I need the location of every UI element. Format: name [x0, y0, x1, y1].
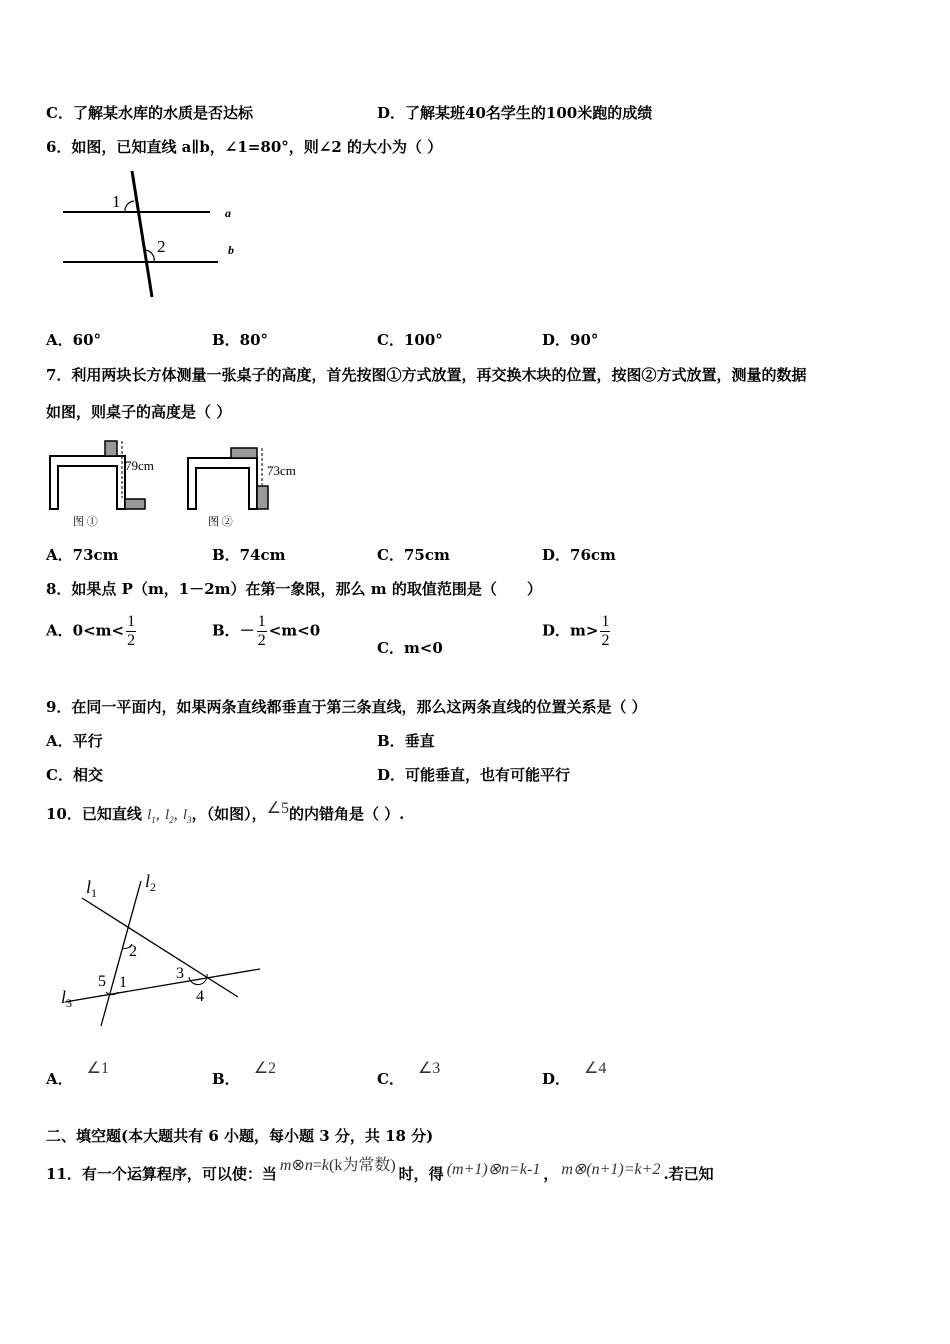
- q7-option-d: D．76cm: [542, 546, 616, 564]
- q10-fig-l1: $l_1$: [86, 877, 98, 900]
- q8-option-d: D．m> $\frac{1}{2}$: [542, 613, 610, 649]
- q7-fig1-block-top: [105, 441, 117, 456]
- q8-frac-half: $\frac{1}{2}$: [127, 613, 136, 649]
- q10-fig-l3: $l_3$: [61, 987, 73, 1010]
- q10-option-d: D．∠4: [542, 1060, 607, 1088]
- q7-fig1-table: [50, 456, 125, 509]
- q5-option-c: C．了解某水库的水质是否达标: [46, 104, 253, 122]
- q7-fig1-block-bottom: [125, 499, 145, 509]
- q9-option-a: A．平行: [46, 732, 103, 750]
- q10-fig-angle3: 3: [176, 965, 184, 982]
- q7-fig2-caption: 图 ②: [208, 516, 233, 528]
- q10-fig-angle1: 1: [119, 974, 127, 991]
- q6-angle1-arc: [125, 201, 134, 212]
- q10-stem: 10．已知直线 $l_1$, $l_2$, $l_3$，（如图），∠5的内错角是（ ）.: [46, 800, 405, 825]
- q8-frac-half: $\frac{1}{2}$: [601, 613, 610, 649]
- q9-option-b: B．垂直: [377, 732, 435, 750]
- q8-option-c: C．m<0: [377, 639, 443, 657]
- q10-option-a: A．∠1: [46, 1060, 109, 1088]
- q10-three-lines-figure: [55, 866, 270, 1036]
- section2-heading: 二、填空题(本大题共有 6 小题，每小题 3 分，共 18 分): [46, 1127, 434, 1145]
- q6-label-2: 2: [157, 237, 166, 256]
- q8-stem: 8．如果点 P（m，1－2m）在第一象限，那么 m 的取值范围是（ ）: [46, 580, 542, 598]
- q7-fig2-block-top: [231, 448, 257, 458]
- q7-fig1-height: 79cm: [125, 458, 154, 473]
- q6-label-b: b: [228, 243, 234, 257]
- q5-option-d: D．了解某班40名学生的100米跑的成绩: [377, 104, 653, 122]
- q9-stem: 9．在同一平面内，如果两条直线都垂直于第三条直线，那么这两条直线的位置关系是（ ）: [46, 698, 647, 716]
- q8-option-a: A．0<m< $\frac{1}{2}$: [46, 613, 136, 649]
- q10-fig-angle2: 2: [129, 943, 137, 960]
- q6-option-d: D．90°: [542, 331, 599, 349]
- q7-fig2-block-bottom: [257, 486, 268, 509]
- q10-option-b: B．∠2: [212, 1060, 277, 1088]
- q7-fig2-table: [188, 458, 257, 509]
- q6-parallel-lines-figure: [55, 165, 255, 305]
- q6-transversal: [132, 171, 152, 297]
- q10-fig-angle4: 4: [196, 988, 204, 1005]
- q7-table-figure: [45, 436, 325, 532]
- q7-stem-line2: 如图，则桌子的高度是（ ）: [46, 403, 232, 421]
- q8-frac-half: $\frac{1}{2}$: [257, 613, 266, 649]
- q10-option-c: C．∠3: [377, 1060, 441, 1088]
- q6-option-a: A．60°: [46, 331, 102, 349]
- q10-fig-l2: $l_2$: [145, 871, 157, 894]
- q6-option-b: B．80°: [212, 331, 269, 349]
- q7-fig2-height: 73cm: [267, 463, 296, 478]
- q11-stem: 11．有一个运算程序，可以使：当 m⊗n=k(k为常数) 时，得 (m+1)⊗n=k-1 ， m⊗(n+1)=k+2 .若已知: [46, 1157, 714, 1183]
- q10-line-l3: [65, 969, 260, 1002]
- q9-option-c: C．相交: [46, 766, 103, 784]
- q6-stem: 6．如图，已知直线 a∥b，∠1=80°，则∠2 的大小为（ ）: [46, 138, 443, 156]
- q6-label-a: a: [225, 206, 231, 220]
- q6-option-c: C．100°: [377, 331, 443, 349]
- q6-label-1: 1: [112, 192, 121, 211]
- q7-option-c: C．75cm: [377, 546, 450, 564]
- q9-option-d: D．可能垂直，也有可能平行: [377, 766, 571, 784]
- q7-fig1-caption: 图 ①: [73, 516, 98, 528]
- q8-option-b: B．－ $\frac{1}{2}$ <m<0: [212, 613, 321, 649]
- q7-option-b: B．74cm: [212, 546, 286, 564]
- q10-fig-angle5: 5: [98, 973, 106, 990]
- q7-stem-line1: 7．利用两块长方体测量一张桌子的高度，首先按图①方式放置，再交换木块的位置，按图②方式放置，测量的数据: [46, 366, 807, 384]
- q7-option-a: A．73cm: [46, 546, 119, 564]
